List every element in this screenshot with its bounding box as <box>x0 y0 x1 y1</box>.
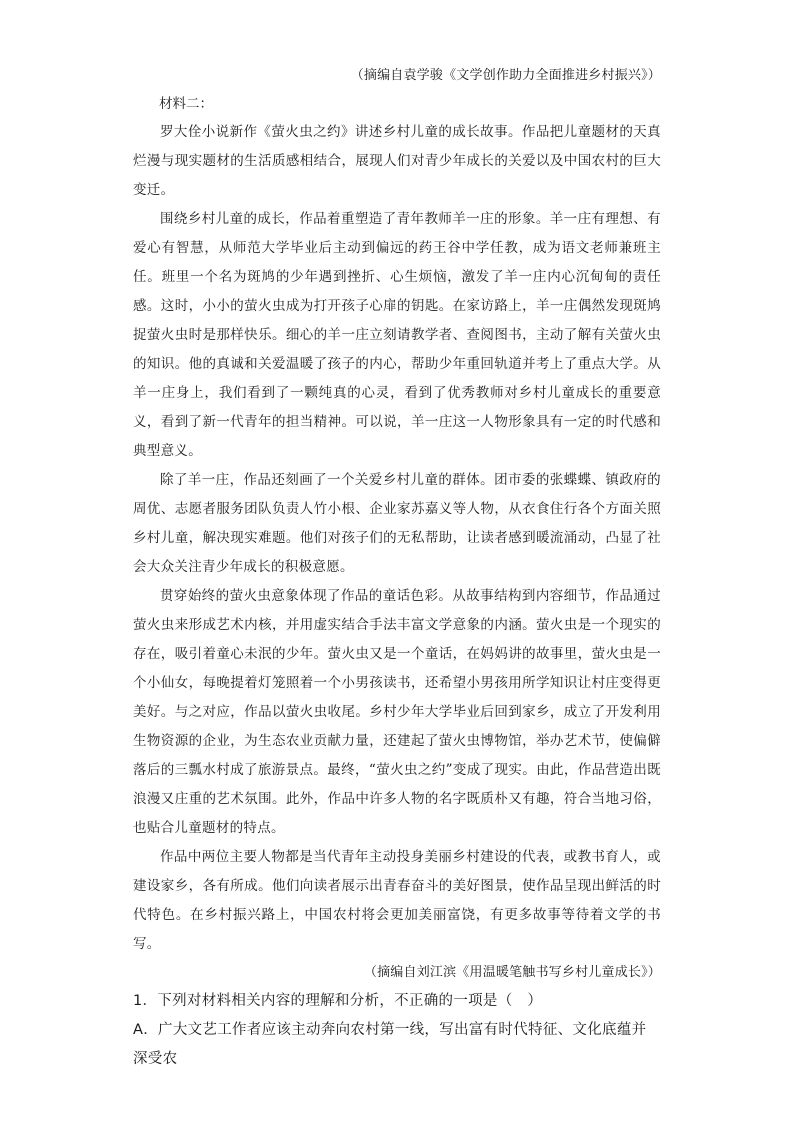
question-1: 1．下列对材料相关内容的理解和分析，不正确的一项是（ ） <box>133 993 543 1009</box>
source-citation-top: （摘编自袁学骏《文学创作助力全面推进乡村振兴》） <box>350 68 661 83</box>
paragraph-1: 罗大佺小说新作《萤火虫之约》讲述乡村儿童的成长故事。作品把儿童题材的天真烂漫与现实题材的生活质感相结合，展现人们对青少年成长的关爱以及中国农村的巨大变迁。 <box>133 124 661 198</box>
option-a: A．广大文艺工作者应该主动奔向农村第一线，写出富有时代特征、文化底蕴并深受农 <box>133 1022 647 1067</box>
paragraph-4: 贯穿始终的萤火虫意象体现了作品的童话色彩。从故事结构到内容细节，作品通过萤火虫来形成艺术内核，并用虚实结合手法丰富文学意象的内涵。萤火虫是一个现实的存在，吸引着童心未泯的少年。萤火虫又是一个童话，在妈妈讲的故事里，萤火虫是一个小仙女，每晚提着灯笼照着一个小男孩读书，还希望小男孩用所学知识让村庄变得更美好。与之对应，作品以萤火虫收尾。乡村少年大学毕业后回到家乡，成立了开发利用生物资源的企业，为生态农业贡献力量，还建起了萤火虫博物馆，举办艺术节，使偏僻落后的三瓢水村成了旅游景点。最终，“萤火虫之约”变成了现实。由此，作品营造出既浪漫又庄重的艺术氛围。此外，作品中许多人物的名字既质朴又有趣，符合当地习俗，也贴合儿童题材的特点。 <box>133 588 661 836</box>
source-citation-bottom: （摘编自刘江滨《用温暖笔触书写乡村儿童成长》） <box>363 965 661 980</box>
document-page <box>133 62 661 1074</box>
paragraph-5: 作品中两位主要人物都是当代青年主动投身美丽乡村建设的代表，或教书育人，或建设家乡，各有所成。他们向读者展示出青春奋斗的美好图景，使作品呈现出鲜活的时代特色。在乡村振兴路上，中国农村将会更加美丽富饶，有更多故事等待着文学的书写。 <box>133 849 661 952</box>
paragraph-2: 围绕乡村儿童的成长，作品着重塑造了青年教师羊一庄的形象。羊一庄有理想、有爱心有智慧，从师范大学毕业后主动到偏远的药王谷中学任教，成为语文老师兼班主任。班里一个名为斑鸠的少年遇到挫折、心生烦恼，激发了羊一庄内心沉甸甸的责任感。这时，小小的萤火虫成为打开孩子心扉的钥匙。在家访路上，羊一庄偶然发现斑鸠捉萤火虫时是那样快乐。细心的羊一庄立刻请教学者、查阅图书，主动了解有关萤火虫的知识。他的真诚和关爱温暖了孩子的内心，帮助少年重回轨道并考上了重点大学。从羊一庄身上，我们看到了一颗纯真的心灵，看到了优秀教师对乡村儿童成长的重要意义，看到了新一代青年的担当精神。可以说，羊一庄这一人物形象具有一定的时代感和典型意义。 <box>133 211 661 459</box>
paragraph-3: 除了羊一庄，作品还刻画了一个关爱乡村儿童的群体。团市委的张蝶蝶、镇政府的周优、志愿者服务团队负责人竹小根、企业家苏嘉义等人物，从衣食住行各个方面关照乡村儿童，解决现实难题。他们对孩子们的无私帮助，让读者感到暖流涌动，凸显了社会大众关注青少年成长的积极意愿。 <box>133 472 661 575</box>
material-heading: 材料二： <box>159 96 213 112</box>
